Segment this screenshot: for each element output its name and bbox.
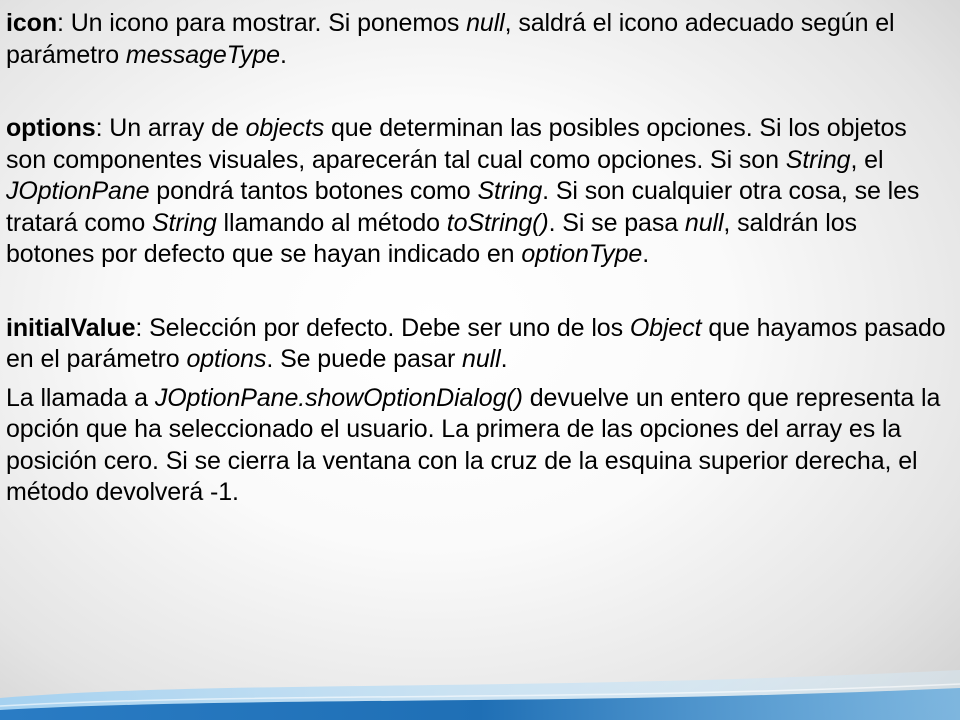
- text-run: , saldrá el icono adecuado según el parámetro: [6, 9, 895, 69]
- icon-paragraph: [6, 8, 952, 71]
- text-run: .: [279, 40, 287, 69]
- text-run: , saldrán los botones por defecto que se hayan indicado en: [6, 208, 857, 268]
- paragraph-gap: [6, 271, 952, 313]
- code-string: String: [151, 208, 217, 237]
- paragraph-gap: [6, 376, 952, 383]
- code-string: String: [477, 177, 543, 205]
- text-run: .: [642, 240, 650, 268]
- text-run: que hayamos pasado en el parámetro: [6, 313, 946, 373]
- options-paragraph: [6, 113, 952, 271]
- code-joptionpane: JOptionPane: [6, 177, 150, 205]
- slide-body: [6, 8, 952, 509]
- term-icon: icon: [6, 9, 57, 37]
- code-null: null: [462, 345, 501, 373]
- code-options: options: [186, 345, 267, 373]
- code-tostring: toString(): [446, 208, 549, 237]
- text-run: : Selección por defecto. Debe ser uno de los: [135, 313, 630, 342]
- code-objects: objects: [245, 114, 325, 142]
- paragraph-gap: [6, 71, 952, 113]
- footer-swoosh-decoration: [0, 640, 960, 720]
- code-null: null: [684, 208, 724, 237]
- text-run: , el: [850, 145, 884, 174]
- code-showoptiondialog: JOptionPane.showOptionDialog(): [154, 383, 523, 412]
- text-run: .: [500, 345, 508, 373]
- term-initialvalue: initialValue: [6, 313, 136, 342]
- text-run: . Se puede pasar: [266, 345, 463, 373]
- return-value-paragraph: [6, 383, 952, 509]
- text-run: llamando al método: [216, 208, 447, 237]
- code-null: null: [466, 9, 505, 37]
- text-run: : Un array de: [95, 114, 246, 142]
- text-run: . Si son cualquier otra cosa, se les tratará como: [6, 177, 920, 237]
- text-run: : Un icono para mostrar. Si ponemos: [57, 9, 467, 37]
- text-run: devuelve un entero que representa la opción que ha seleccionado el usuario. La primera de las opciones del array es la posición cero. Si se cierra la ventana con la cruz de la esquina superior derecha, el método devolverá -1.: [6, 383, 941, 506]
- term-options: options: [6, 114, 96, 142]
- text-run: La llamada a: [6, 383, 155, 412]
- code-optiontype: optionType: [521, 240, 643, 268]
- initialvalue-paragraph: [6, 313, 952, 376]
- code-string: String: [785, 145, 851, 174]
- code-object: Object: [629, 313, 702, 342]
- text-run: que determinan las posibles opciones. Si los objetos son componentes visuales, aparecerán tal cual como opciones. Si son: [6, 114, 907, 174]
- text-run: pondrá tantos botones como: [149, 177, 478, 205]
- code-messagetype: messageType: [125, 40, 280, 69]
- text-run: . Si se pasa: [548, 208, 685, 237]
